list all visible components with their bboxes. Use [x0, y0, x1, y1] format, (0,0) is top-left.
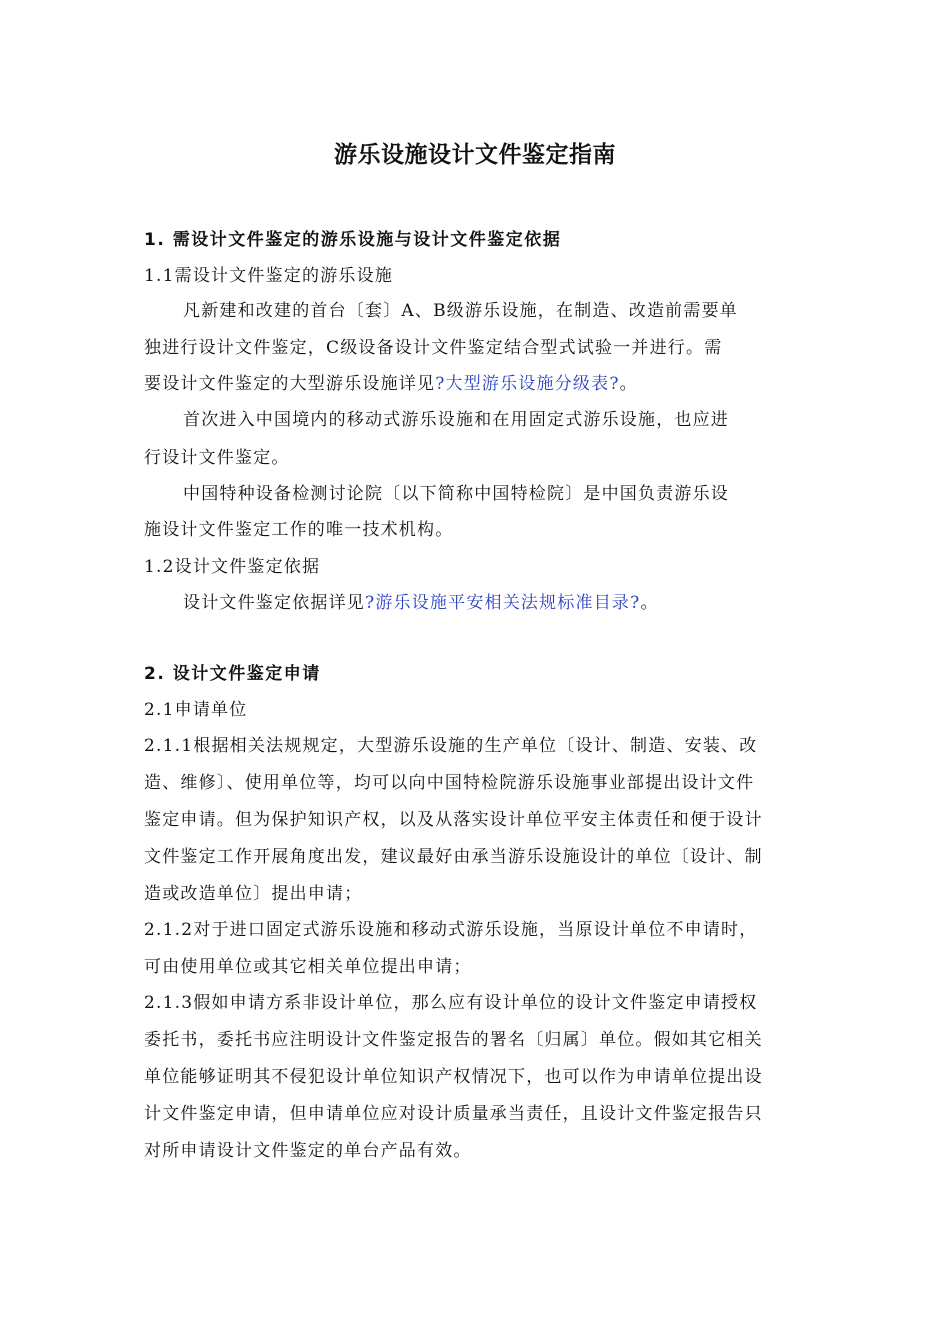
paragraph-line: 对所申请设计文件鉴定的单台产品有效。: [144, 1141, 472, 1161]
regulations-catalog-link[interactable]: ?游乐设施平安相关法规标准目录?: [365, 593, 641, 613]
paragraph-line: 造、维修〕、使用单位等，均可以向中国特检院游乐设施事业部提出设计文件: [144, 773, 755, 793]
page-title: 游乐设施设计文件鉴定指南: [334, 142, 616, 168]
subsection-1-1-heading: 1.1需设计文件鉴定的游乐设施: [144, 266, 394, 286]
paragraph-line: 计文件鉴定申请，但申请单位应对设计质量承当责任，且设计文件鉴定报告只: [144, 1104, 763, 1124]
paragraph-text: 。: [619, 374, 638, 394]
paragraph-line: 造或改造单位〕提出申请；: [144, 884, 363, 904]
paragraph-line: 2.1.2对于进口固定式游乐设施和移动式游乐设施，当原设计单位不申请时，: [144, 920, 758, 940]
paragraph-line: 可由使用单位或其它相关单位提出申请；: [144, 957, 472, 977]
paragraph-line: [183, 591, 863, 615]
paragraph-line: [144, 372, 824, 396]
paragraph-line: 施设计文件鉴定工作的唯一技术机构。: [144, 520, 454, 540]
paragraph-text: 设计文件鉴定依据详见: [183, 593, 365, 613]
section-1-heading: 1. 需设计文件鉴定的游乐设施与设计文件鉴定依据: [144, 230, 562, 250]
paragraph-line: 2.1.3假如申请方系非设计单位，那么应有设计单位的设计文件鉴定申请授权: [144, 993, 758, 1013]
paragraph-line: 2.1.1根据相关法规规定，大型游乐设施的生产单位〔设计、制造、安装、改: [144, 736, 758, 756]
paragraph-line: 首次进入中国境内的移动式游乐设施和在用固定式游乐设施，也应进: [183, 410, 729, 430]
paragraph-line: 凡新建和改建的首台〔套〕A、B级游乐设施，在制造、改造前需要单: [183, 301, 738, 321]
paragraph-line: 文件鉴定工作开展角度出发，建议最好由承当游乐设施设计的单位〔设计、制: [144, 847, 763, 867]
ride-classification-link[interactable]: ?大型游乐设施分级表?: [435, 374, 620, 394]
paragraph-line: 行设计文件鉴定。: [144, 448, 290, 468]
subsection-2-1-heading: 2.1申请单位: [144, 700, 248, 720]
paragraph-line: 鉴定申请。但为保护知识产权，以及从落实设计单位平安主体责任和便于设计: [144, 810, 763, 830]
paragraph-line: 中国特种设备检测讨论院〔以下简称中国特检院〕是中国负责游乐设: [183, 484, 729, 504]
section-2-heading: 2. 设计文件鉴定申请: [144, 664, 321, 684]
paragraph-text: 。: [640, 593, 659, 613]
paragraph-line: 委托书，委托书应注明设计文件鉴定报告的署名〔归属〕单位。假如其它相关: [144, 1030, 763, 1050]
paragraph-text: 要设计文件鉴定的大型游乐设施详见: [144, 374, 436, 394]
paragraph-line: 单位能够证明其不侵犯设计单位知识产权情况下，也可以作为申请单位提出设: [144, 1067, 763, 1087]
subsection-1-2-heading: 1.2设计文件鉴定依据: [144, 557, 321, 577]
paragraph-line: 独进行设计文件鉴定，C级设备设计文件鉴定结合型式试验一并进行。需: [144, 338, 723, 358]
